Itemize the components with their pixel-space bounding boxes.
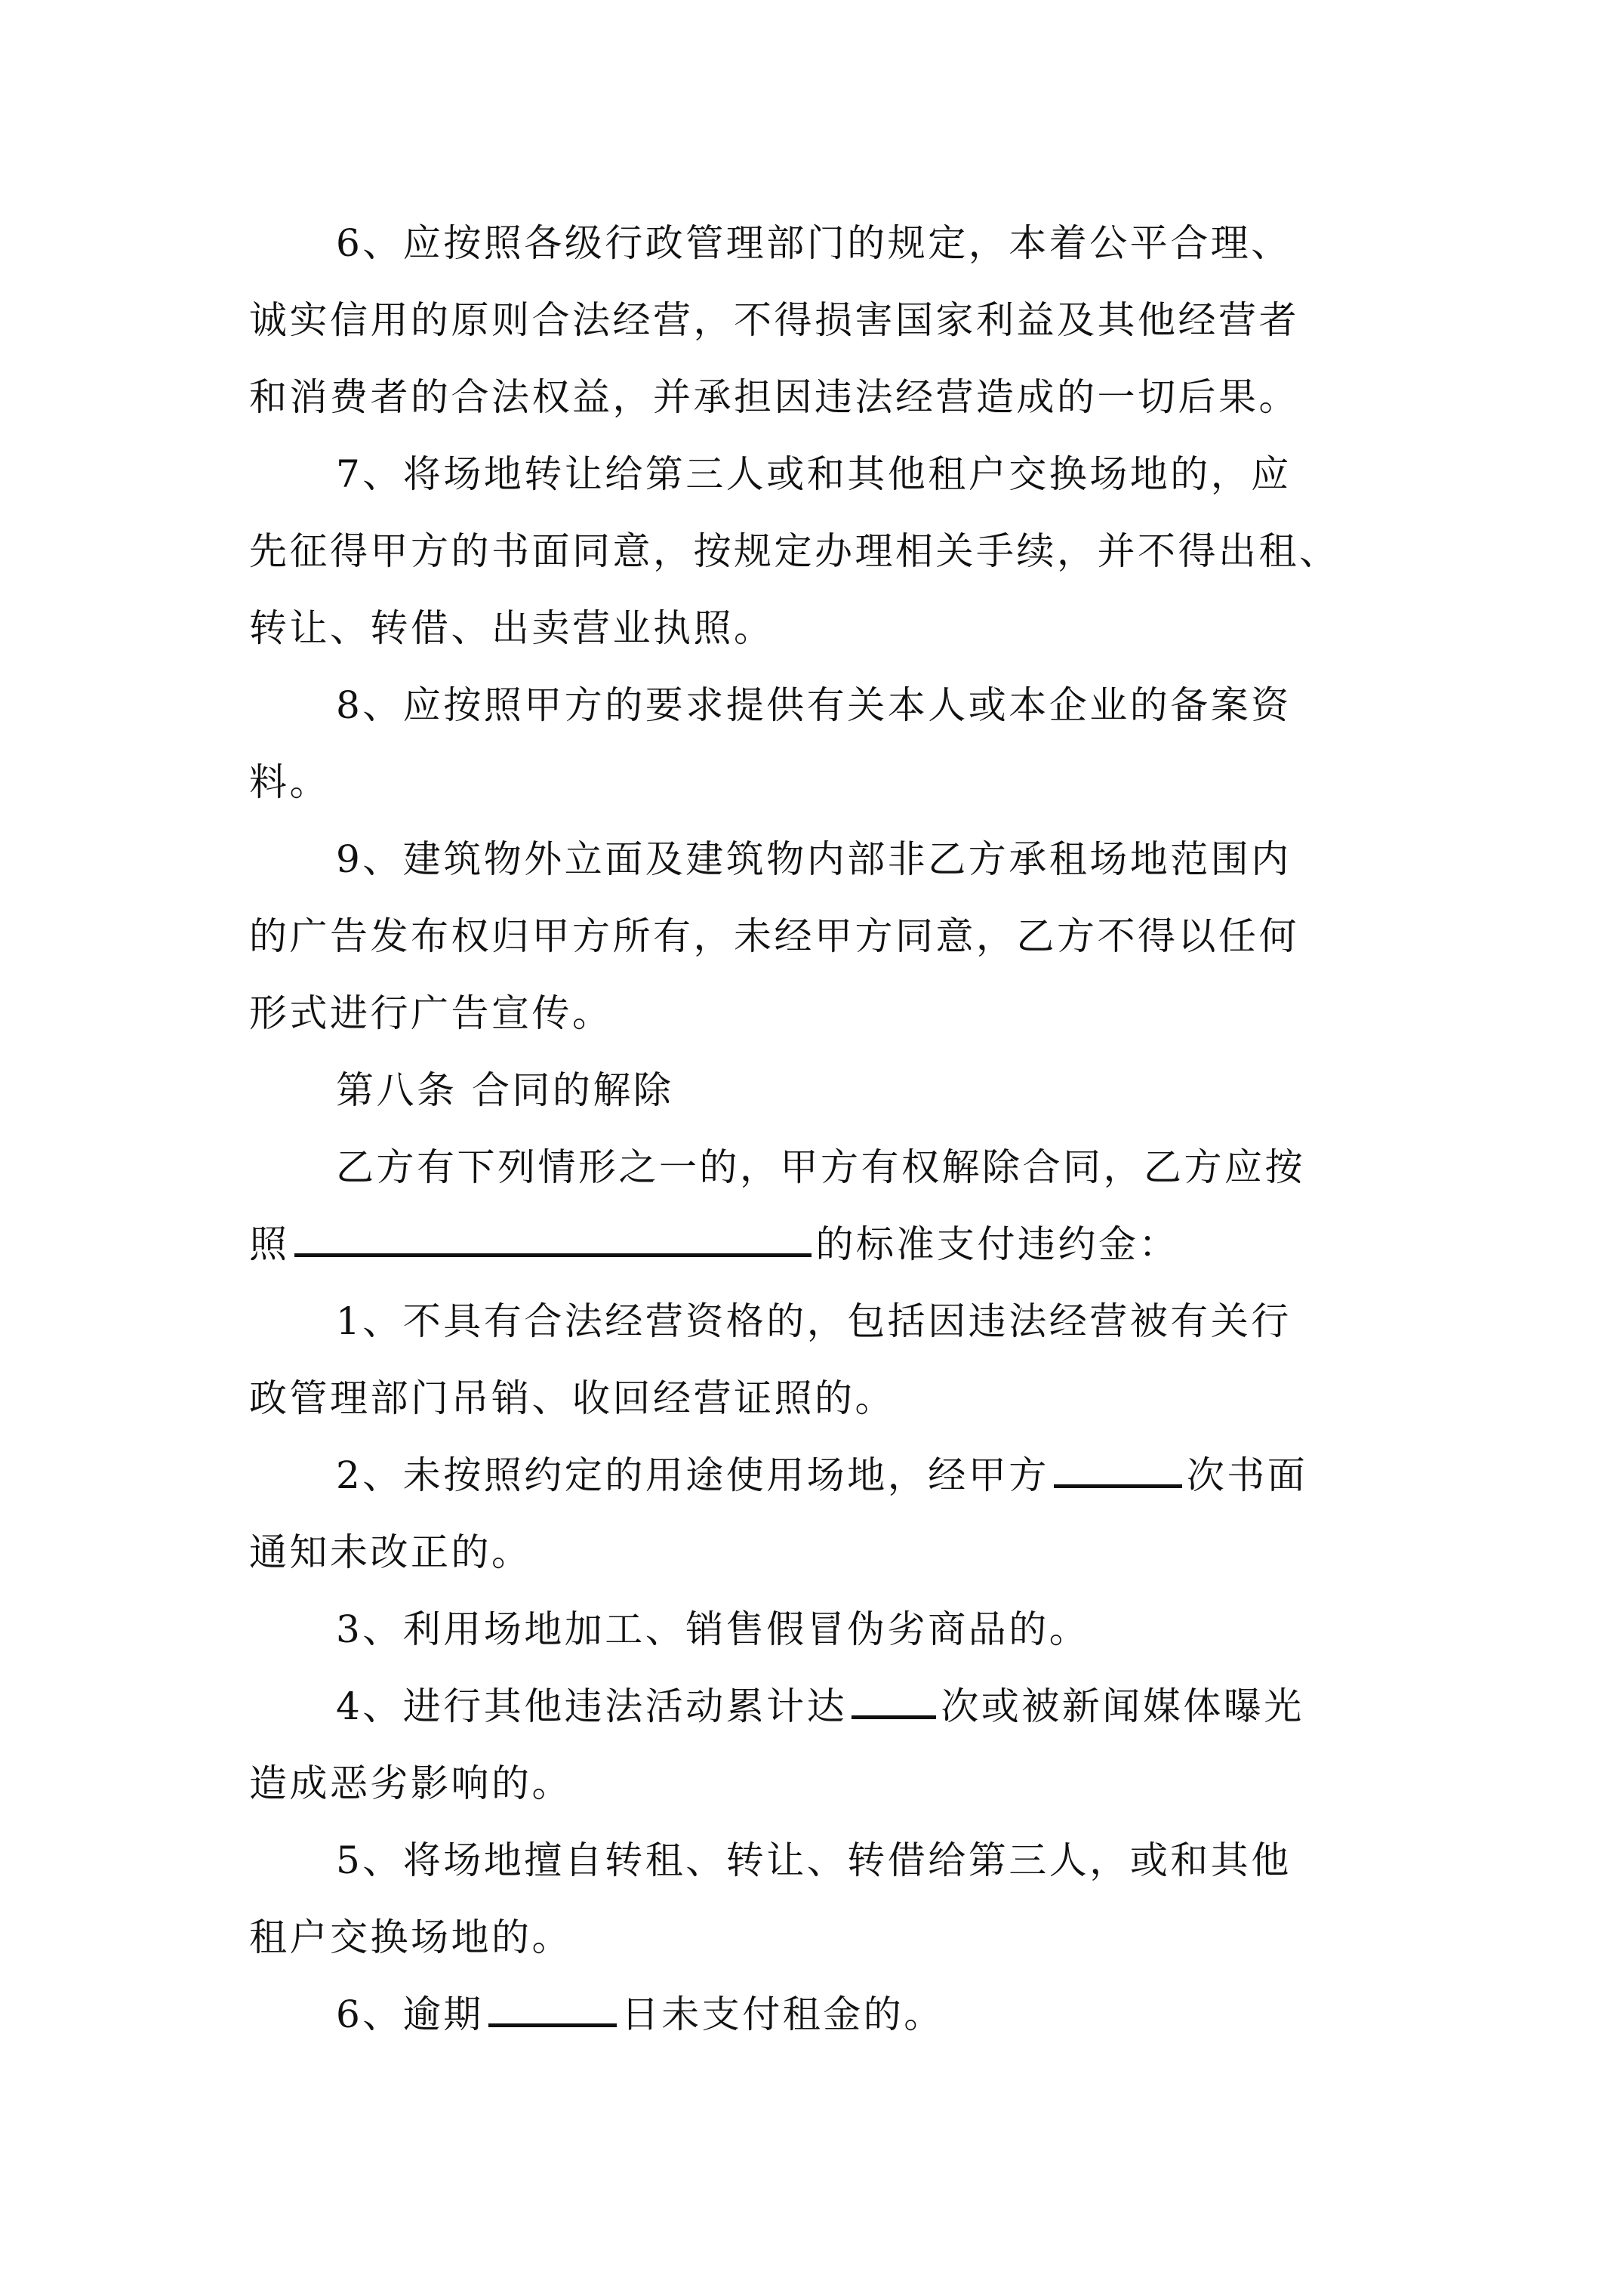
clause5-line1: 5、将场地擅自转租、转让、转借给第三人，或和其他 xyxy=(336,1838,1292,1882)
item6-line3: 和消费者的合法权益，并承担因违法经营造成的一切后果。 xyxy=(249,375,1299,419)
clause3-line1: 3、利用场地加工、销售假冒伪劣商品的。 xyxy=(336,1607,1090,1651)
item7-line3: 转让、转借、出卖营业执照。 xyxy=(249,606,775,650)
item6-line1: 6、应按照各级行政管理部门的规定，本着公平合理、 xyxy=(336,221,1292,265)
item9-line3: 形式进行广告宣传。 xyxy=(249,991,613,1035)
article8-intro-line2 xyxy=(249,1207,1412,1282)
item7-line1: 7、将场地转让给第三人或和其他租户交换场地的，应 xyxy=(336,452,1292,496)
penalty-standard-blank xyxy=(294,1223,812,1257)
clause4-line1 xyxy=(336,1669,1498,1744)
clause2-line1 xyxy=(336,1438,1498,1513)
violation-count-blank xyxy=(852,1685,936,1719)
clause6-text-after: 日未支付租金的。 xyxy=(621,1992,944,2036)
item6-line2: 诚实信用的原则合法经营，不得损害国家利益及其他经营者 xyxy=(249,298,1299,342)
item9-line2: 的广告发布权归甲方所有，未经甲方同意，乙方不得以任何 xyxy=(249,914,1299,958)
notice-count-blank xyxy=(1054,1454,1182,1488)
item9-line1: 9、建筑物外立面及建筑物内部非乙方承租场地范围内 xyxy=(336,837,1292,881)
clause5-line2: 租户交换场地的。 xyxy=(249,1915,572,1959)
intro-text-before: 照 xyxy=(249,1222,290,1266)
clause2-line2: 通知未改正的。 xyxy=(249,1530,532,1574)
article8-intro-line1: 乙方有下列情形之一的，甲方有权解除合同，乙方应按 xyxy=(336,1145,1305,1189)
item8-line2: 料。 xyxy=(249,760,330,804)
clause4-text-before: 4、进行其他违法活动累计达 xyxy=(336,1684,848,1728)
item7-line2: 先征得甲方的书面同意，按规定办理相关手续，并不得出租、 xyxy=(249,529,1340,573)
item8-line1: 8、应按照甲方的要求提供有关本人或本企业的备案资 xyxy=(336,683,1292,727)
clause4-text-after: 次或被新闻媒体曝光 xyxy=(941,1684,1304,1728)
clause1-line1: 1、不具有合法经营资格的，包括因违法经营被有关行 xyxy=(336,1299,1292,1343)
article8-heading: 第八条 合同的解除 xyxy=(336,1068,674,1112)
clause4-line2: 造成恶劣影响的。 xyxy=(249,1761,572,1805)
intro-text-after: 的标准支付违约金： xyxy=(815,1222,1179,1266)
clause2-text-before: 2、未按照约定的用途使用场地，经甲方 xyxy=(336,1453,1049,1497)
overdue-days-blank xyxy=(488,1993,617,2027)
clause6-text-before: 6、逾期 xyxy=(336,1992,484,2036)
clause6-line1 xyxy=(336,1977,1498,2052)
clause1-line2: 政管理部门吊销、收回经营证照的。 xyxy=(249,1376,895,1420)
clause2-text-after: 次书面 xyxy=(1186,1453,1308,1497)
